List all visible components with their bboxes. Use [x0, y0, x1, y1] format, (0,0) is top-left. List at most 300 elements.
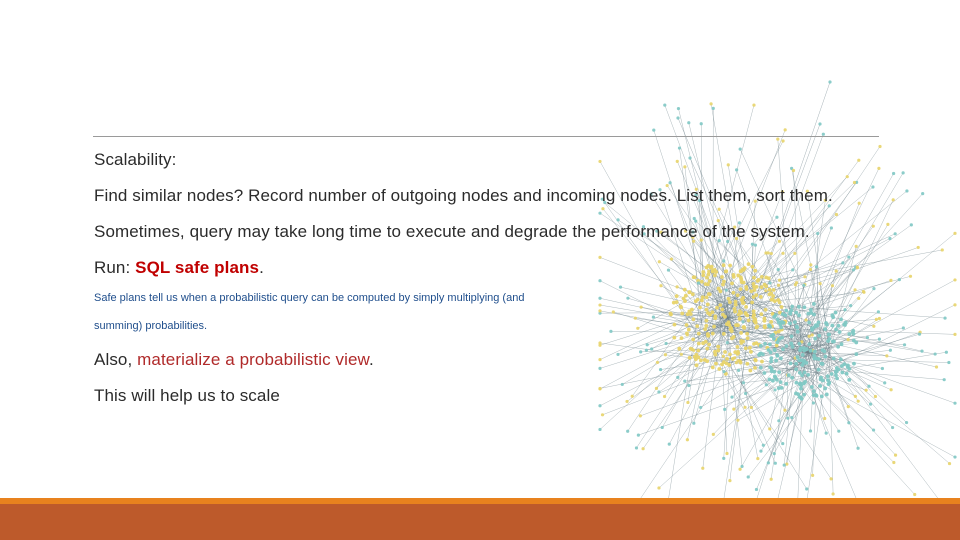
graph-node: [748, 346, 752, 350]
graph-node: [704, 324, 708, 328]
graph-node: [881, 367, 884, 370]
graph-node: [783, 409, 786, 412]
graph-node: [902, 171, 905, 174]
graph-node: [727, 363, 731, 367]
graph-node: [736, 350, 739, 353]
graph-node: [817, 334, 821, 338]
graph-node: [815, 265, 818, 268]
graph-node: [775, 344, 779, 348]
graph-node: [841, 261, 844, 264]
graph-node: [713, 274, 717, 278]
graph-node: [784, 309, 788, 313]
graph-node: [840, 371, 844, 375]
graph-node: [659, 284, 662, 287]
graph-node: [598, 341, 601, 344]
graph-node: [847, 367, 851, 371]
graph-node: [872, 428, 875, 431]
graph-node: [813, 337, 817, 341]
graph-node: [711, 270, 715, 274]
graph-node: [631, 395, 634, 398]
graph-node: [948, 462, 951, 465]
graph-node: [759, 344, 763, 348]
graph-node: [750, 406, 753, 409]
run-prefix: Run:: [94, 258, 136, 277]
graph-node: [768, 427, 771, 430]
graph-node: [706, 303, 710, 307]
graph-node: [708, 279, 712, 283]
graph-node: [935, 365, 938, 368]
graph-node: [834, 328, 838, 332]
graph-node: [762, 444, 765, 447]
graph-node: [704, 282, 708, 286]
graph-node: [823, 417, 826, 420]
graph-node: [598, 387, 601, 390]
graph-node: [672, 301, 676, 305]
graph-node: [707, 270, 710, 273]
graph-node: [642, 447, 645, 450]
graph-node: [683, 288, 687, 292]
graph-node: [913, 493, 916, 496]
graph-node: [798, 348, 802, 352]
bullet-materialize-view: [94, 350, 374, 370]
graph-node: [680, 312, 684, 316]
graph-node: [878, 317, 881, 320]
graph-node: [711, 332, 715, 336]
graph-node: [788, 321, 792, 325]
graph-node: [902, 326, 905, 329]
title-divider: [93, 136, 879, 137]
graph-node: [738, 468, 741, 471]
graph-node: [780, 305, 784, 309]
graph-node: [739, 331, 743, 335]
graph-node: [790, 308, 794, 312]
graph-node: [712, 325, 716, 329]
graph-node: [866, 336, 869, 339]
graph-node: [768, 325, 772, 329]
graph-node: [827, 382, 831, 386]
graph-node: [723, 350, 727, 354]
graph-node: [943, 378, 946, 381]
graph-node: [754, 341, 758, 345]
graph-node: [819, 377, 823, 381]
graph-node: [636, 327, 639, 330]
graph-node: [784, 128, 787, 131]
graph-node: [598, 303, 601, 306]
graph-node: [773, 452, 776, 455]
graph-node: [716, 345, 720, 349]
graph-node: [650, 347, 653, 350]
graph-node: [754, 359, 758, 363]
graph-node: [953, 232, 956, 235]
graph-node: [657, 390, 660, 393]
graph-node: [909, 275, 912, 278]
graph-node: [728, 300, 732, 304]
graph-node: [676, 376, 679, 379]
graph-node: [783, 463, 786, 466]
graph-node: [843, 308, 846, 311]
graph-node: [812, 313, 816, 317]
graph-node: [663, 395, 666, 398]
graph-node: [830, 324, 834, 328]
graph-node: [725, 289, 728, 292]
graph-node: [639, 350, 642, 353]
graph-node: [640, 306, 643, 309]
graph-node: [872, 287, 875, 290]
graph-node: [776, 137, 779, 140]
footer-bar: [0, 504, 960, 540]
graph-node: [774, 359, 778, 363]
graph-node: [668, 443, 671, 446]
graph-node: [794, 283, 797, 286]
graph-node: [742, 381, 745, 384]
graph-node: [699, 406, 702, 409]
graph-node: [706, 311, 710, 315]
graph-node: [953, 303, 956, 306]
graph-node: [732, 408, 735, 411]
graph-node: [730, 281, 734, 285]
graph-node: [774, 376, 778, 380]
heading-scalability: Scalability:: [94, 150, 177, 169]
graph-node: [609, 330, 612, 333]
graph-node: [847, 405, 850, 408]
graph-node: [778, 279, 781, 282]
graph-node: [825, 393, 829, 397]
graph-node: [768, 378, 772, 382]
graph-node: [598, 212, 601, 215]
graph-node: [810, 385, 814, 389]
graph-node: [683, 299, 687, 303]
graph-node: [773, 388, 776, 391]
graph-node: [725, 322, 729, 326]
graph-node: [735, 361, 738, 364]
graph-node: [747, 262, 751, 266]
graph-node: [746, 336, 750, 340]
graph-node: [762, 371, 766, 375]
graph-node: [598, 256, 601, 259]
graph-node: [894, 232, 897, 235]
graph-node: [688, 156, 691, 159]
graph-node: [778, 336, 782, 340]
graph-node: [724, 270, 728, 274]
graph-node: [730, 329, 734, 333]
graph-node: [661, 426, 664, 429]
graph-node: [752, 276, 756, 280]
graph-node: [711, 366, 715, 370]
graph-node: [745, 314, 749, 318]
graph-node: [775, 216, 778, 219]
graph-node: [598, 279, 601, 282]
graph-node: [745, 287, 749, 291]
graph-node: [797, 313, 801, 317]
graph-node: [720, 362, 724, 366]
graph-node: [645, 349, 648, 352]
graph-node: [784, 382, 788, 386]
graph-node: [770, 298, 774, 302]
graph-node: [797, 305, 801, 309]
graph-node: [706, 332, 710, 336]
graph-node: [793, 320, 797, 324]
graph-node: [672, 336, 676, 340]
graph-node: [917, 246, 920, 249]
graph-node: [619, 286, 622, 289]
graph-node: [814, 393, 818, 397]
graph-node: [616, 353, 619, 356]
graph-node: [771, 294, 775, 298]
graph-node: [656, 361, 659, 364]
graph-node: [680, 336, 684, 340]
graph-node: [839, 317, 843, 321]
graph-node: [722, 457, 725, 460]
graph-node: [721, 313, 725, 317]
graph-node: [816, 232, 819, 235]
graph-node: [847, 378, 851, 382]
graph-node: [797, 342, 801, 346]
graph-node: [831, 492, 834, 495]
graph-node: [824, 355, 828, 359]
graph-node: [794, 362, 798, 366]
graph-node: [668, 181, 671, 184]
graph-node: [780, 386, 784, 390]
graph-node: [852, 362, 856, 366]
graph-node: [770, 252, 773, 255]
graph-node: [811, 333, 814, 336]
graph-node: [732, 335, 736, 339]
graph-node: [626, 297, 629, 300]
graph-node: [854, 352, 858, 356]
graph-node: [752, 285, 756, 289]
graph-node: [820, 394, 824, 398]
graph-node: [786, 417, 789, 420]
graph-node: [804, 318, 807, 321]
graph-node: [680, 353, 683, 356]
graph-node: [763, 325, 767, 329]
graph-node: [634, 317, 637, 320]
graph-node: [847, 332, 851, 336]
graph-node: [716, 349, 720, 353]
graph-node: [692, 422, 695, 425]
graph-node: [759, 312, 763, 316]
graph-node: [747, 475, 750, 478]
graph-node: [719, 289, 723, 293]
graph-node: [793, 252, 796, 255]
graph-node: [665, 342, 668, 345]
graph-node: [745, 332, 749, 336]
graph-node: [892, 172, 895, 175]
graph-node: [818, 122, 821, 125]
graph-node: [769, 320, 773, 324]
graph-node: [835, 270, 838, 273]
graph-node: [736, 345, 740, 349]
graph-node: [705, 319, 709, 323]
graph-node: [659, 368, 662, 371]
graph-node: [845, 372, 849, 376]
graph-node: [598, 404, 601, 407]
graph-node: [894, 454, 897, 457]
graph-node: [663, 103, 666, 106]
graph-node: [807, 321, 811, 325]
bullet-run-safe-plans: [94, 258, 264, 278]
graph-node: [832, 357, 836, 361]
graph-node: [835, 213, 838, 216]
graph-node: [945, 351, 948, 354]
graph-node: [777, 419, 780, 422]
graph-node: [763, 342, 767, 346]
graph-node: [687, 310, 691, 314]
graph-node: [686, 333, 689, 336]
graph-node: [837, 324, 841, 328]
graph-node: [764, 289, 767, 292]
graph-node: [856, 447, 859, 450]
graph-node: [826, 378, 830, 382]
graph-node: [750, 301, 754, 305]
graph-node: [872, 325, 875, 328]
graph-node: [777, 330, 781, 334]
graph-node: [770, 367, 774, 371]
graph-node: [739, 147, 742, 150]
graph-node: [706, 264, 710, 268]
graph-node: [777, 370, 781, 374]
graph-node: [781, 442, 784, 445]
graph-node: [781, 312, 785, 316]
graph-node: [790, 305, 794, 309]
graph-node: [658, 260, 661, 263]
graph-node: [791, 268, 794, 271]
graph-node: [688, 290, 692, 294]
graph-node: [705, 295, 709, 299]
graph-node: [846, 175, 849, 178]
graph-node: [813, 350, 817, 354]
graph-node: [612, 310, 615, 313]
graph-node: [731, 291, 735, 295]
graph-node: [675, 294, 679, 298]
graph-node: [722, 332, 726, 336]
graph-node: [687, 328, 691, 332]
graph-node: [823, 327, 827, 331]
graph-node: [794, 391, 798, 395]
graph-node: [834, 311, 838, 315]
graph-node: [678, 146, 681, 149]
graph-node: [817, 320, 821, 324]
graph-node: [953, 278, 956, 281]
graph-node: [819, 282, 822, 285]
graph-node: [796, 355, 800, 359]
graph-node: [691, 292, 695, 296]
graph-node: [696, 349, 700, 353]
graph-node: [700, 299, 704, 303]
graph-node: [601, 413, 604, 416]
graph-node: [691, 337, 695, 341]
graph-node: [953, 402, 956, 405]
graph-node: [734, 323, 738, 327]
graph-node: [767, 461, 770, 464]
graph-node: [943, 316, 946, 319]
graph-node: [621, 383, 624, 386]
graph-node: [875, 318, 878, 321]
graph-node: [759, 366, 763, 370]
run-suffix: .: [259, 258, 264, 277]
graph-node: [794, 311, 798, 315]
graph-node: [830, 226, 833, 229]
graph-node: [757, 278, 761, 282]
graph-node: [694, 299, 698, 303]
graph-node: [776, 298, 780, 302]
graph-node: [723, 408, 726, 411]
graph-node: [752, 103, 755, 106]
graph-node: [890, 388, 893, 391]
graph-node: [869, 403, 872, 406]
graph-node: [669, 312, 673, 316]
graph-node: [697, 332, 701, 336]
graph-node: [713, 353, 717, 357]
graph-node: [849, 304, 852, 307]
sql-safe-plans-highlight: SQL safe plans: [135, 258, 260, 277]
graph-node: [799, 395, 803, 399]
graph-node: [779, 356, 783, 360]
graph-node: [847, 255, 850, 258]
graph-node: [768, 288, 772, 292]
graph-node: [673, 323, 677, 327]
graph-node: [708, 292, 712, 296]
graph-node: [737, 313, 741, 317]
graph-node: [598, 297, 601, 300]
graph-node: [695, 363, 699, 367]
graph-node: [889, 349, 892, 352]
graph-node: [777, 268, 780, 271]
graph-node: [777, 284, 780, 287]
graph-node: [679, 305, 683, 309]
graph-node: [646, 343, 649, 346]
graph-node: [753, 366, 757, 370]
graph-node: [694, 357, 698, 361]
graph-node: [891, 426, 894, 429]
graph-node: [802, 284, 805, 287]
graph-node: [838, 330, 842, 334]
graph-node: [728, 352, 732, 356]
graph-node: [878, 145, 881, 148]
graph-node: [903, 343, 906, 346]
graph-node: [852, 268, 855, 271]
graph-node: [809, 263, 812, 266]
safe-plans-note-line2: summing) probabilities.: [94, 320, 208, 332]
graph-node: [635, 446, 638, 449]
graph-node: [874, 395, 877, 398]
graph-node: [722, 370, 725, 373]
graph-node: [781, 252, 784, 255]
graph-node: [755, 488, 758, 491]
graph-node: [709, 102, 712, 105]
graph-node: [905, 189, 908, 192]
graph-node: [767, 348, 771, 352]
graph-node: [736, 274, 740, 278]
graph-node: [798, 371, 802, 375]
graph-node: [871, 185, 874, 188]
graph-node: [683, 379, 686, 382]
graph-node: [741, 320, 744, 323]
graph-node: [789, 361, 793, 365]
graph-node: [771, 379, 775, 383]
graph-node: [839, 357, 843, 361]
graph-node: [601, 207, 604, 210]
graph-node: [889, 279, 892, 282]
graph-node: [769, 359, 773, 363]
graph-node: [789, 342, 793, 346]
graph-node: [692, 349, 695, 352]
graph-node: [598, 367, 601, 370]
graph-node: [834, 374, 838, 378]
graph-node: [725, 452, 728, 455]
graph-node: [744, 392, 747, 395]
graph-node: [773, 299, 777, 303]
